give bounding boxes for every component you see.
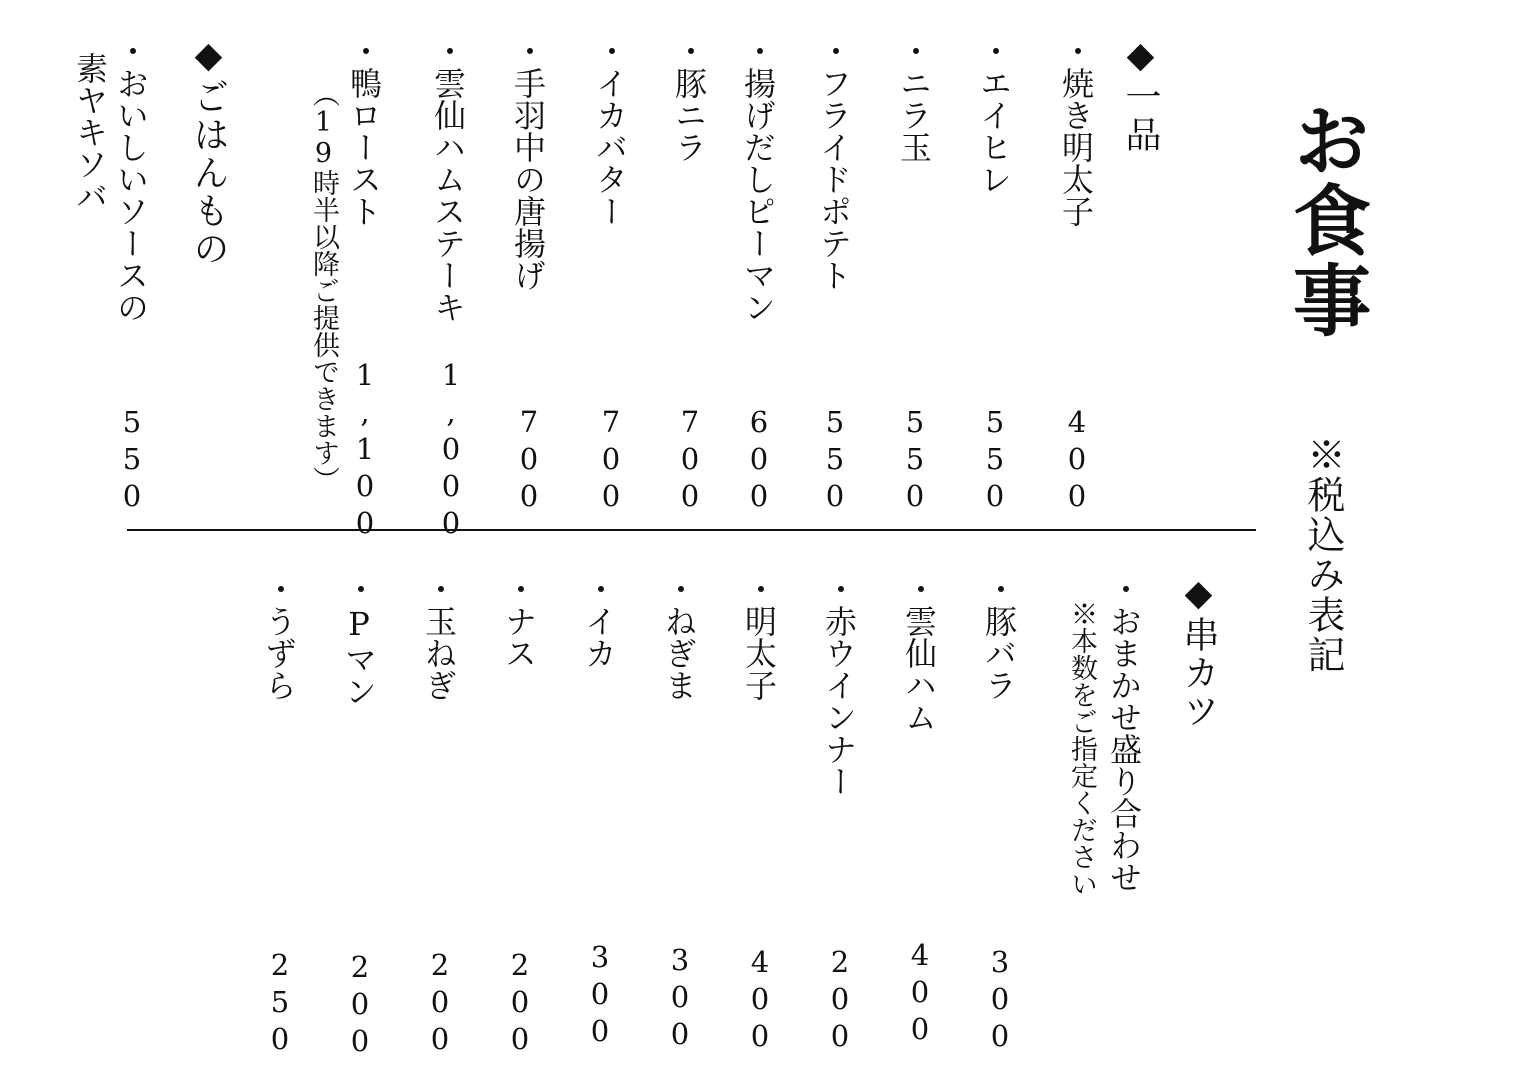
menu-item-name: ・Pマン: [340, 573, 378, 707]
menu-item-price: 550: [115, 405, 149, 516]
section-divider: [127, 529, 1256, 531]
menu-item-name: ・手羽中の唐揚げ: [509, 35, 547, 291]
menu-item-name: ・揚げだしピーマン: [739, 35, 777, 323]
menu-item-name: ・玉ねぎ: [420, 573, 458, 701]
menu-item-name: ・うずら: [260, 573, 298, 701]
menu-item-name: ・赤ウインナー: [820, 573, 858, 797]
section-heading-kushikatsu: ◆串カツ: [1178, 573, 1219, 730]
menu-item-price: 200: [343, 950, 377, 1061]
menu-item-name: ・エイヒレ: [975, 35, 1013, 195]
menu-item-price: 550: [978, 405, 1012, 516]
menu-item-name: ・明太子: [740, 573, 778, 701]
section-heading-ippin: ◆一品: [1120, 35, 1161, 154]
menu-item-name: ・ニラ玉: [895, 35, 933, 163]
menu-item-name: ・おいしいソースの: [112, 35, 150, 323]
menu-item-price: 200: [503, 948, 537, 1059]
menu-item-price: 200: [823, 945, 857, 1056]
menu-item-price: 550: [818, 405, 852, 516]
menu-item-price: 300: [663, 943, 697, 1054]
menu-item-price: 1,000: [434, 358, 468, 543]
menu-item-price: 300: [983, 945, 1017, 1056]
menu-item-name: ・雲仙ハム: [900, 573, 938, 733]
menu-item-price: 400: [1060, 405, 1094, 516]
menu-item-name: ・焼き明太子: [1057, 35, 1095, 227]
omakase-note: ※本数をご指定ください: [1066, 600, 1097, 897]
section-heading-gohan: ◆ごはんもの: [188, 35, 229, 268]
menu-item-name: ・イカ: [580, 573, 618, 669]
menu-item-name: ・豚ニラ: [670, 35, 708, 163]
menu-item-price: 1,100: [348, 358, 382, 543]
menu-item-price: 550: [898, 405, 932, 516]
menu-item-price: 200: [423, 948, 457, 1059]
menu-item-name: ・ねぎま: [660, 573, 698, 701]
omakase-item: ・おまかせ盛り合わせ: [1105, 573, 1143, 893]
menu-item-name: ・イカバター: [591, 35, 629, 227]
tax-note: ※税込み表記: [1301, 435, 1345, 675]
menu-item-price: 300: [583, 940, 617, 1051]
menu-item-name: ・豚バラ: [980, 573, 1018, 701]
menu-item-name-continued: 素ヤキソバ: [71, 52, 109, 212]
menu-item-name: ・ナス: [500, 573, 538, 669]
menu-item-price: 700: [673, 405, 707, 516]
page-title: お食事: [1280, 100, 1371, 340]
menu-item-price: 400: [903, 938, 937, 1049]
menu-item-name: ・鴨ロースト: [345, 35, 383, 227]
menu-item-price: 600: [742, 405, 776, 516]
menu-item-price: 700: [512, 405, 546, 516]
menu-item-price: 700: [594, 405, 628, 516]
menu-item-name: ・雲仙ハムステーキ: [429, 35, 467, 323]
menu-item-price: 250: [263, 948, 297, 1059]
menu-item-name: ・フライドポテト: [815, 35, 853, 291]
menu-item-price: 400: [743, 945, 777, 1056]
menu-item-note: （19時半以降ご提供できます）: [308, 80, 339, 493]
